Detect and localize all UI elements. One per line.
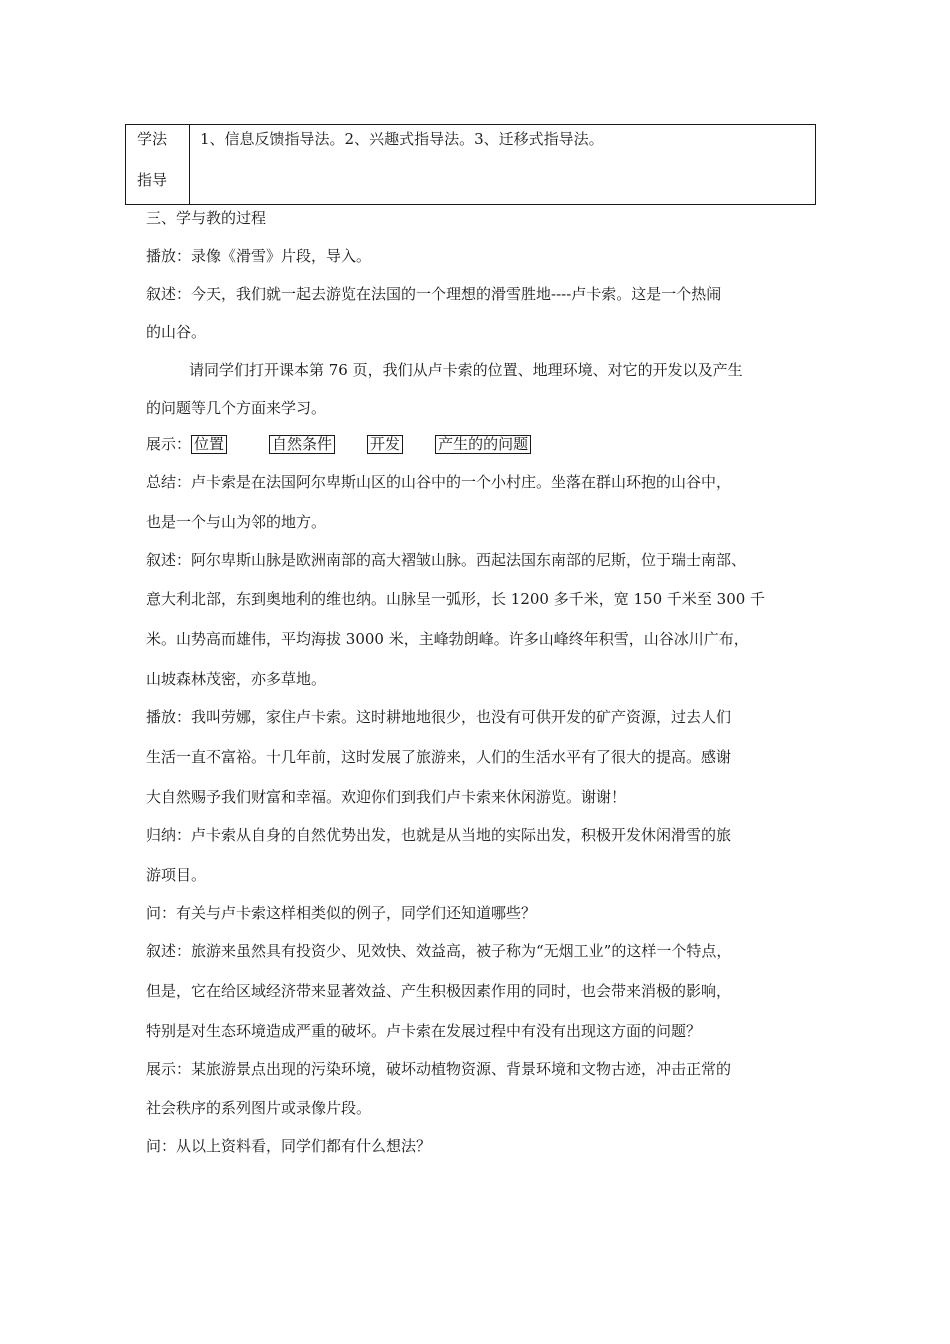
topic-box-location: 位置 <box>191 435 227 454</box>
display-topics-line <box>146 434 531 454</box>
paragraph-line: 米。山势高而雄伟，平均海拔 3000 米，主峰勃朗峰。许多山峰终年积雪，山谷冰川广布， <box>146 630 749 648</box>
paragraph-line: 归纳：卢卡索从自身的自然优势出发，也就是从当地的实际出发，积极开发休闲滑雪的旅 <box>146 826 732 844</box>
paragraph-line: 展示：某旅游景点出现的污染环境，破坏动植物资源、背景环境和文物古迹，冲击正常的 <box>146 1060 732 1078</box>
paragraph-line: 意大利北部，东到奥地利的维也纳。山脉呈一弧形，长 1200 多千米，宽 150 千米至 300 千 <box>146 590 766 608</box>
paragraph-line: 叙述：旅游来虽然具有投资少、见效快、效益高，被子称为“无烟工业”的这样一个特点， <box>146 942 732 960</box>
paragraph-line: 播放：我叫劳娜，家住卢卡索。这时耕地地很少，也没有可供开发的矿产资源，过去人们 <box>146 708 732 726</box>
paragraph-line: 叙述：今天，我们就一起去游览在法国的一个理想的滑雪胜地----卢卡索。这是一个热闹 <box>146 285 722 303</box>
topic-box-development: 开发 <box>367 435 403 454</box>
topic-box-natural-conditions: 自然条件 <box>269 435 335 454</box>
paragraph-line: 特别是对生态环境造成严重的破坏。卢卡索在发展过程中有没有出现这方面的问题？ <box>146 1022 702 1040</box>
paragraph-line: 生活一直不富裕。十几年前，这时发展了旅游来，人们的生活水平有了很大的提高。感谢 <box>146 748 732 766</box>
paragraph-line: 的问题等几个方面来学习。 <box>146 399 327 417</box>
paragraph-line: 也是一个与山为邻的地方。 <box>146 513 327 531</box>
paragraph-line: 问：从以上资料看，同学们都有什么想法？ <box>146 1137 432 1155</box>
paragraph-line: 请同学们打开课本第 76 页，我们从卢卡索的位置、地理环境、对它的开发以及产生 <box>189 361 743 379</box>
paragraph-line: 游项目。 <box>146 866 207 884</box>
display-prefix: 展示： <box>146 435 192 453</box>
paragraph-line: 社会秩序的系列图片或录像片段。 <box>146 1099 372 1117</box>
topic-box-problems: 产生的的问题 <box>435 435 531 454</box>
paragraph-line: 大自然赐予我们财富和幸福。欢迎你们到我们卢卡索来休闲游览。谢谢！ <box>146 788 627 806</box>
paragraph-line: 问：有关与卢卡索这样相类似的例子，同学们还知道哪些？ <box>146 904 537 922</box>
paragraph-line: 播放：录像《滑雪》片段，导入。 <box>146 247 372 265</box>
paragraph-line: 总结：卢卡索是在法国阿尔卑斯山区的山谷中的一个小村庄。坐落在群山环抱的山谷中， <box>146 473 732 491</box>
paragraph-line: 的山谷。 <box>146 323 207 341</box>
table-label-line-1: 学法 <box>137 130 168 148</box>
paragraph-line: 叙述：阿尔卑斯山脉是欧洲南部的高大褶皱山脉。西起法国东南部的尼斯，位于瑞士南部、 <box>146 551 747 569</box>
section-title: 三、学与教的过程 <box>146 209 267 227</box>
table-label-line-2: 指导 <box>137 171 168 189</box>
table-content: 1、信息反馈指导法。2、兴趣式指导法。3、迁移式指导法。 <box>200 130 604 148</box>
paragraph-line: 但是，它在给区域经济带来显著效益、产生积极因素作用的同时，也会带来消极的影响， <box>146 982 732 1000</box>
paragraph-line: 山坡森林茂密，亦多草地。 <box>146 670 327 688</box>
